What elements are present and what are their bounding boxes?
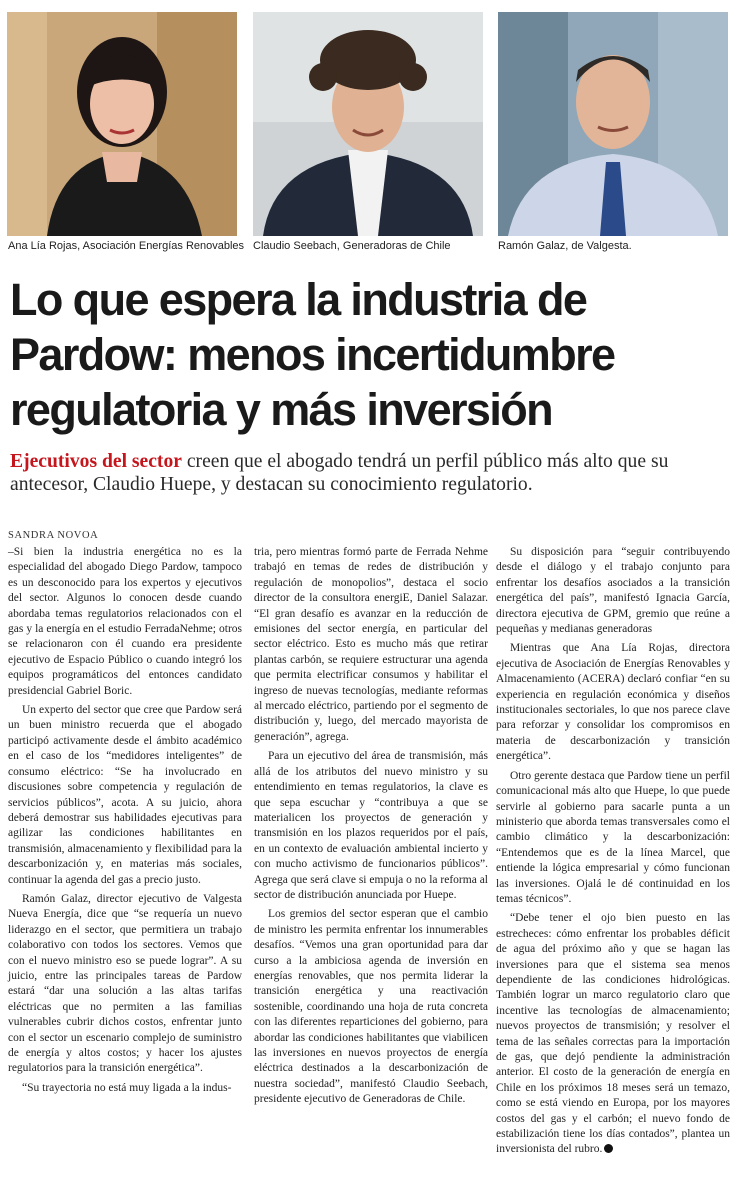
body-paragraph: Su disposición para “seguir contribuyendo desde el diálogo y el trabajo conjunto para enfrentar los desafíos asociados a la transición energética del país”, manifestó Ignacia García, directora ejecutiva de GPM, gremio que reúne a pequeñas y medianas generadoras xyxy=(496,546,730,636)
headline-line: Pardow: menos incertidumbre xyxy=(10,329,615,380)
deck-lead: Ejecutivos del sector xyxy=(10,451,182,472)
headline-line: regulatoria y más inversión xyxy=(10,384,553,435)
end-mark-icon xyxy=(604,1144,613,1153)
body-column-3 xyxy=(496,545,730,1158)
body-paragraph-last xyxy=(496,911,730,1158)
photo-claudio-seebach xyxy=(253,12,483,236)
body-paragraph: tria, pero mientras formó parte de Ferrada Nehme trabajó en temas de redes de distribución y regulación de monopolios”, destaca el socio director de la consultora energiE, Daniel Salazar. “El gran desafío es avanzar en la reducción de emisiones del sector energía, en particular del sector eléctrico. Esto es mucho más que retirar plantas carbón, se requiere estructurar una agenda que permita electrificar consumos y habilitar el ingreso de nuevas tecnologías, mediante reformas al mercado eléctrico, partiendo por el segmento de distribución y, luego, del mercado mayorista de generación”, agrega. xyxy=(254,546,488,743)
caption-ana-lia-rojas: Ana Lía Rojas, Asociación Energías Renovables xyxy=(8,240,245,252)
headline xyxy=(10,272,730,437)
body-paragraph: –Si bien la industria energética no es la especialidad del abogado Diego Pardow, tampoco es un desconocido para los expertos y ejecutivos del sector. Algunos lo conocen desde cuando abordaba temas regulatorios relacionados con el gas y la energía en el estudio FerradaNehme; otros se relacionaron con él cuando era presidente ejecutivo de Espacio Público o cuando integró los equipos programáticos del entonces candidato presidencial Gabriel Boric. xyxy=(8,546,242,697)
headline-line: Lo que espera la industria de xyxy=(10,274,587,325)
byline: SANDRA NOVOA xyxy=(8,530,99,541)
body-paragraph: Los gremios del sector esperan que el cambio de ministro les permita enfrentar los innumerables desafíos. “Vemos una gran oportunidad para dar curso a la ambiciosa agenda de inversión en energías renovables, que nos permita liderar la transición energética y una reactivación sostenible, coordinando una hoja de ruta concreta con las diferentes reparticiones del gobierno, para abordar las condiciones habilitantes que viabilicen las inversiones en nuevos proyectos de energía eléctrica destinados a la descarbonización de nuestra sociedad”, manifestó Claudio Seebach, presidente ejecutivo de Generadoras de Chile. xyxy=(254,908,488,1106)
body-column-2 xyxy=(254,545,488,1108)
caption-claudio-seebach: Claudio Seebach, Generadoras de Chile xyxy=(253,240,451,252)
photo-ramon-galaz xyxy=(498,12,728,236)
body-paragraph: Mientras que Ana Lía Rojas, directora ejecutiva de Asociación de Energías Renovables y Almacenamiento (ACERA) declaró confiar “en su experiencia en regulación económica y diseños institucionales sectoriales, lo que nos parece clave para reforzar y consolidar los compromisos en materia de descarbonización y transición energética”. xyxy=(496,642,730,763)
body-paragraph-text: “Debe tener el ojo bien puesto en las estrecheces: cómo enfrentar los probables déficit de agua del próximo año y que se hagan las inversiones para que el sistema sea menos dependiente de las condiciones hidrológicas. También lograr un marco regulatorio claro que incentive las tecnologías de almacenamiento; nuevos proyectos de transmisión; y resolver el tema de las señales correctas para la importación de gas, que dejó pendiente la administración anterior. El costo de la generación de energía en Chile en los próximos 18 meses será un temazo, como se está viendo en Europa, por los mayores costos del gas y el carbón; el nuevo fondo de estabilización tiene los días contados”, plantea un inversionista del rubro. xyxy=(496,912,730,1156)
portrait-man-suit-image xyxy=(498,12,728,236)
portrait-woman-image xyxy=(7,12,237,236)
photo-ana-lia-rojas xyxy=(7,12,237,236)
body-paragraph: “Su trayectoria no está muy ligada a la indus- xyxy=(22,1081,232,1094)
body-paragraph: Otro gerente destaca que Pardow tiene un perfil comunicacional más alto que Huepe, lo que puede servirle al gobierno para sacarle punta a un ministerio que aborda temas transversales como el cambio climático y la descarbonización: “Entendemos que es de la línea Marcel, que entiende la lógica empresarial y cómo funcionan las inversiones. Ojalá le dé continuidad en los temas técnicos”. xyxy=(496,769,730,905)
portrait-man-curly-image xyxy=(253,12,483,236)
deck-text: creen que el abogado tendrá un perfil público más alto que su antecesor, Claudio Huepe, y destacan su conocimiento regulatorio. xyxy=(10,451,669,495)
body-column-1 xyxy=(8,545,242,1096)
body-paragraph: Un experto del sector que cree que Pardow será un buen ministro recuerda que el abogado participó activamente desde el ámbito académico en el caso de los “medidores inteligentes” de consumo eléctrico: “Se ha involucrado en discusiones sobre competencia y regulación de servicios públicos”, acota. A su juicio, ahora deberá demostrar sus habilidades ejecutivas para agilizar las condiciones habilitantes en transmisión, almacenamiento y flexibilidad para la descarbonización y, en materias más sociales, continuar la agenda del gas a precio justo. xyxy=(8,704,242,886)
caption-ramon-galaz: Ramón Galaz, de Valgesta. xyxy=(498,240,632,252)
deck xyxy=(10,450,730,496)
body-paragraph: Para un ejecutivo del área de transmisión, más allá de los atributos del nuevo ministro y su entendimiento en temas regulatorios, la clave es que sepa escuchar y “contribuya a que se materialicen los proyectos de generación y transmisión en los plazos requeridos por el país, en un contexto de evaluación ambiental incierto y con mucho activismo de funcionarios públicos”. Agrega que será clave si empuja o no la reforma al sector de distribución anunciada por Huepe. xyxy=(254,750,488,901)
body-paragraph: Ramón Galaz, director ejecutivo de Valgesta Nueva Energía, dice que “se requería un nuevo liderazgo en el sector, que permitiera un trabajo colaborativo con todos los sectores. Vemos que con el nuevo ministro eso se puede lograr”. A su juicio, entre las principales tareas de Pardow estará “dar una solución a las altas tarifas eléctricas que no permiten a las familias vulnerables cubrir dichos costos, enfrentar junto con el sector un escenario complejo de suministro de energía y altos costos; y hacer los ajustes regulatorios para la transición energética”. xyxy=(8,892,242,1075)
